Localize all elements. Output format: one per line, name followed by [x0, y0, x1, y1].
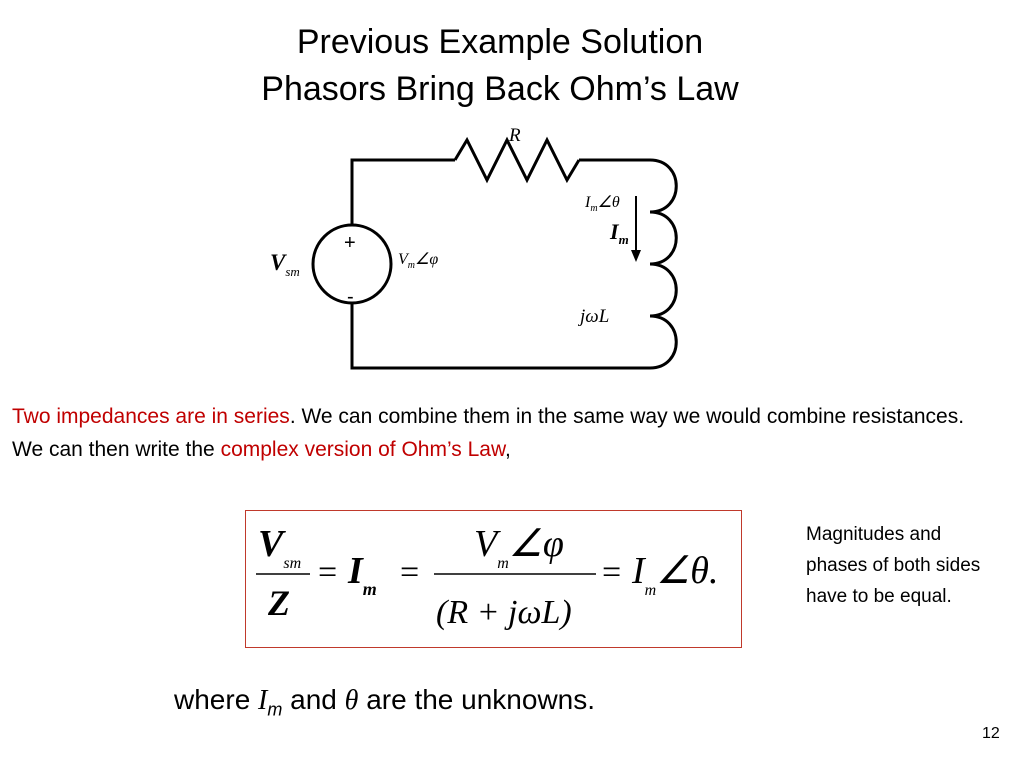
- inductor-label: jωL: [580, 306, 610, 327]
- source-plus: +: [344, 232, 356, 254]
- im-subscript: m: [267, 699, 283, 720]
- page-number: 12: [982, 725, 1000, 742]
- eq-fraction-numerator: Vm∠φ: [474, 523, 564, 572]
- ohms-law-phrase: complex version of Ohm’s Law: [220, 438, 505, 461]
- title-line-1: Previous Example Solution: [296, 23, 704, 61]
- source-minus: -: [347, 286, 354, 308]
- source-phasor: $V_m\angle\varphi$: [398, 251, 439, 271]
- eq-equals-2: =: [400, 554, 420, 591]
- eq-current: Im: [348, 550, 377, 599]
- current-phasor: $I_m\angle\theta$: [585, 194, 620, 214]
- wire-left-top: [352, 160, 455, 225]
- unknowns-statement: [174, 682, 595, 728]
- circuit-diagram: [250, 118, 700, 378]
- im-symbol: I: [258, 685, 268, 716]
- where-text: where: [174, 684, 259, 715]
- resistor-label: R: [509, 125, 521, 146]
- inductor: [650, 160, 676, 368]
- eq-equals-1: =: [318, 554, 338, 591]
- side-note: Magnitudes and phases of both sides have to be equal.: [806, 524, 981, 607]
- eq-fraction-denominator: (R + jωL): [436, 594, 572, 631]
- eq-lhs-denominator: Z: [268, 583, 290, 623]
- current-label: $I_m$: [610, 219, 629, 247]
- eq-lhs-numerator: Vsm: [258, 523, 302, 572]
- source-label: $V_{sm}$: [270, 250, 300, 279]
- theta-symbol: θ: [344, 685, 359, 716]
- equation: [246, 511, 741, 647]
- resistor: [455, 140, 579, 180]
- series-phrase: Two impedances are in series: [12, 405, 290, 428]
- and-text: and: [282, 684, 345, 715]
- paragraph-text-2: ,: [504, 438, 511, 461]
- paragraph-text-1: . We can combine them in the same way we would combine resistances. We can then write the: [12, 405, 965, 461]
- eq-rhs: Im∠θ.: [632, 550, 719, 599]
- eq-equals-3: =: [602, 554, 622, 591]
- unknowns-text: are the unknowns.: [358, 684, 596, 715]
- equation-box: [245, 510, 742, 648]
- current-arrow-head: [631, 250, 641, 262]
- explanation-paragraph: [12, 400, 972, 466]
- title-line-2: Phasors Bring Back Ohm’s Law: [261, 70, 739, 108]
